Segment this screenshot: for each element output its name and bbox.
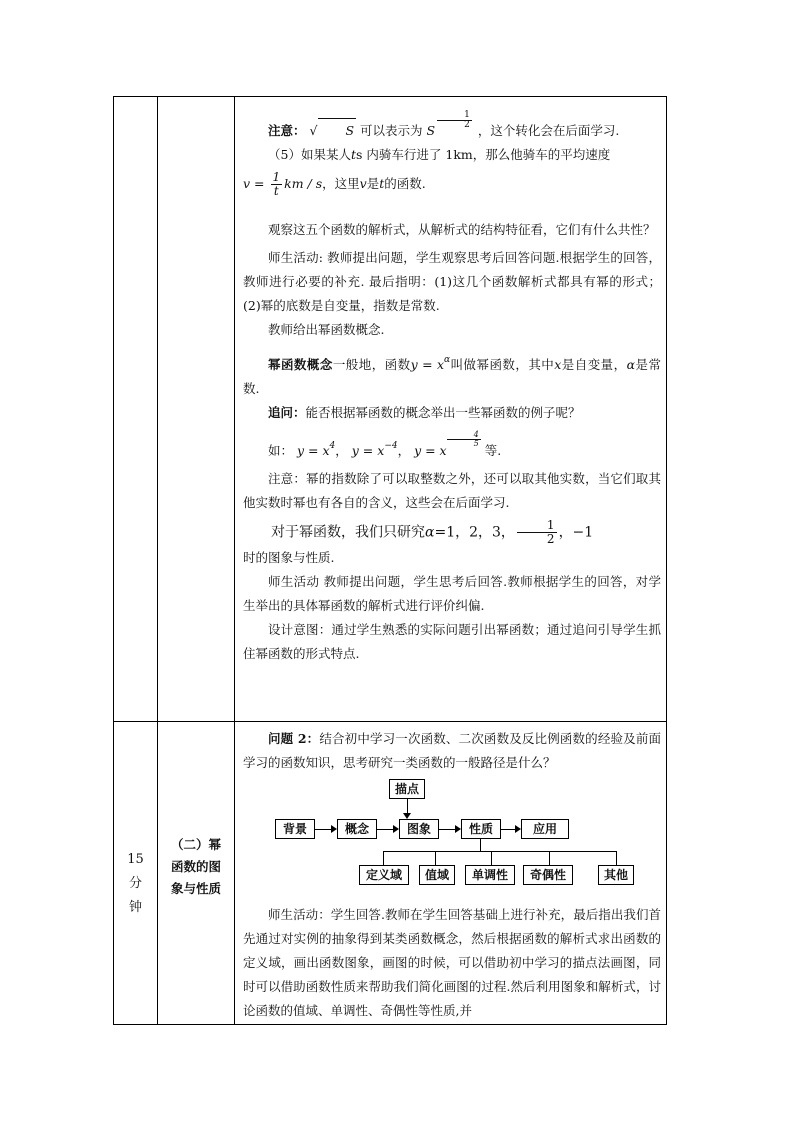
study-fraction <box>517 519 557 546</box>
power-function-concept: 幂函数概念一般地，函数$y = x^\alpha$叫做幂函数，其中x是自变量，α是常数. <box>243 355 661 396</box>
upper-content <box>243 111 661 666</box>
q2-text: 结合初中学习一次函数、二次函数及反比例函数的经验及前面学习的函数知识，思考研究一类函数的一般路径是什么？ <box>243 731 661 770</box>
lesson-table <box>113 96 667 1025</box>
diagram-prop-box <box>598 865 634 885</box>
note-label: 注意： <box>268 123 306 138</box>
v-frac-den: t <box>273 184 279 198</box>
concept-x: x <box>554 357 562 372</box>
lower-content <box>243 727 661 1023</box>
ask-label: 追问： <box>268 405 306 420</box>
concept-text-d: 是常数. <box>243 357 661 396</box>
activity-2: 师生活动 教师提出问题，学生思考后回答.教师根据学生的回答，对学生举出的具体幂函数的解析式进行评价纠偏. <box>243 574 661 613</box>
prop-label: 单调性 <box>471 868 508 882</box>
diagram-top-box <box>389 779 425 799</box>
row-divider <box>114 721 666 722</box>
study-text-b: 时的图象与性质. <box>243 550 335 565</box>
prop-label: 定义域 <box>365 868 402 882</box>
sqrt-var: S <box>318 118 356 143</box>
concept-label: 幂函数概念 <box>268 357 333 372</box>
v-tail-c: 的函数. <box>384 176 426 191</box>
chain-label: 概念 <box>344 822 369 836</box>
example-label: 如： <box>268 443 294 458</box>
diagram-chain-box <box>521 819 569 839</box>
concept-text-b: 叫做幂函数，其中 <box>450 357 555 372</box>
item5-text-a: （5）如果某人 <box>268 147 351 162</box>
note-text-a: 可以表示为 <box>360 123 423 138</box>
concept-alpha: α <box>626 357 636 372</box>
chain-label: 应用 <box>532 822 557 836</box>
section-line-3: 象与性质 <box>170 881 221 896</box>
diagram-line <box>383 851 384 865</box>
chain-label: 背景 <box>282 822 307 836</box>
question-2 <box>243 727 661 775</box>
note-text-b: ，这个转化会在后面学习. <box>477 123 620 138</box>
chain-label: 图象 <box>406 822 431 836</box>
concept-text-c: 是自变量， <box>561 357 627 372</box>
diagram-prop-box <box>523 865 573 885</box>
design-intent: 设计意图：通过学生熟悉的实际问题引出幂函数；通过追问引导学生抓住幂函数的形式特点. <box>243 622 661 661</box>
diagram-prop-box <box>419 865 455 885</box>
activity-1: 师生活动: 教师提出问题，学生观察思考后回答问题.根据学生的回答，教师进行必要的补充. 最后指明：(1)这几个函数解析式都具有幂的形式；(2)幂的底数是自变量，指数是常数. <box>243 250 661 313</box>
q2-label: 问题 2： <box>268 731 320 746</box>
study-tail: ，−1 <box>558 524 594 541</box>
study-values <box>243 519 661 546</box>
half-exponent: $\frac{1}{2}$ <box>437 111 472 130</box>
column-divider-2 <box>234 97 235 1024</box>
time-unit-1: 分 <box>128 876 142 891</box>
prop-label: 值域 <box>424 868 449 882</box>
diagram-line <box>549 851 550 865</box>
v-tail-v: v <box>359 176 367 191</box>
ask-text: 能否根据幂函数的概念举出一些幂函数的例子呢？ <box>305 405 581 420</box>
diagram-line <box>435 851 436 865</box>
study-frac-den: 2 <box>546 532 555 546</box>
time-unit-2: 钟 <box>128 900 142 915</box>
diagram-chain-box <box>275 819 315 839</box>
v-frac-num: 1 <box>272 170 281 184</box>
diagram-prop-box <box>465 865 515 885</box>
v-eq: v = <box>243 176 265 191</box>
activity-3: 师生活动：学生回答.教师在学生回答基础上进行补充，最后指出我们首先通过对实例的抽象得到某类函数概念，然后根据函数的解析式求出函数的定义域，画出函数图象，画图的时候，可以借助初中学习的描点法画图，同时可以借助函数性质来帮助我们简化画图的过程.然后利用图象和解析式，讨论函数的值域、单调性、奇偶性等性质,并 <box>243 907 661 1018</box>
pow-base: S <box>426 123 436 138</box>
research-path-diagram <box>243 779 661 899</box>
section-line-2: 函数的图 <box>170 859 221 874</box>
diagram-line <box>616 851 617 865</box>
prop-label: 其他 <box>603 868 628 882</box>
study-frac-num: 1 <box>517 519 557 533</box>
diagram-chain-box <box>399 819 439 839</box>
diagram-line <box>491 851 492 865</box>
concept-text-a: 一般地，函数 <box>332 357 411 372</box>
study-vals: =1，2，3， <box>434 524 515 541</box>
section-line-1: （二）幂 <box>170 837 221 852</box>
item-5 <box>243 143 661 167</box>
diagram-top-label: 描点 <box>394 782 419 796</box>
v-tail: ，这里 <box>322 176 360 191</box>
diagram-chain-box <box>461 819 501 839</box>
follow-up-question <box>243 401 661 425</box>
note-2: 注意：幂的指数除了可以取整数之外，还可以取其他实数，当它们取其他实数时幂也有各自的含义，这些会在后面学习. <box>243 471 661 510</box>
study-text-a: 对于幂函数，我们只研究 <box>271 524 425 541</box>
v-tail-t: t <box>379 176 385 191</box>
column-divider-1 <box>157 97 158 1024</box>
item5-text-b: s 内骑车行进了 1km，那么他骑车的平均速度 <box>356 147 611 162</box>
diagram-line <box>480 839 481 851</box>
diagram-line <box>383 851 617 852</box>
observe-question: 观察这五个函数的解析式，从解析式的结构特征看，它们有什么共性？ <box>268 222 656 237</box>
example-tail: 等. <box>484 443 502 458</box>
examples: 如： $y = x^4$， $y = x^{-4}$， y = x $\frac{4}{5}$ 等. <box>268 430 502 458</box>
teacher-gives-concept: 教师给出幂函数概念. <box>268 322 385 337</box>
prop-label: 奇偶性 <box>529 868 566 882</box>
v-tail-b: 是 <box>366 176 380 191</box>
time-digits: 15 <box>127 852 144 867</box>
velocity-formula <box>243 171 661 198</box>
chain-label: 性质 <box>468 822 493 836</box>
diagram-chain-box <box>337 819 377 839</box>
note-sqrt: 注意： √ S 可以表示为 S $\frac{1}{2}$ ，这个转化会在后面学习. <box>243 111 661 143</box>
item5-t: t <box>350 147 356 162</box>
v-unit: km / s <box>284 176 323 191</box>
time-cell <box>114 848 157 920</box>
section-cell <box>160 834 232 900</box>
study-alpha: α <box>425 524 435 541</box>
v-fraction <box>271 171 283 198</box>
diagram-prop-box <box>359 865 409 885</box>
